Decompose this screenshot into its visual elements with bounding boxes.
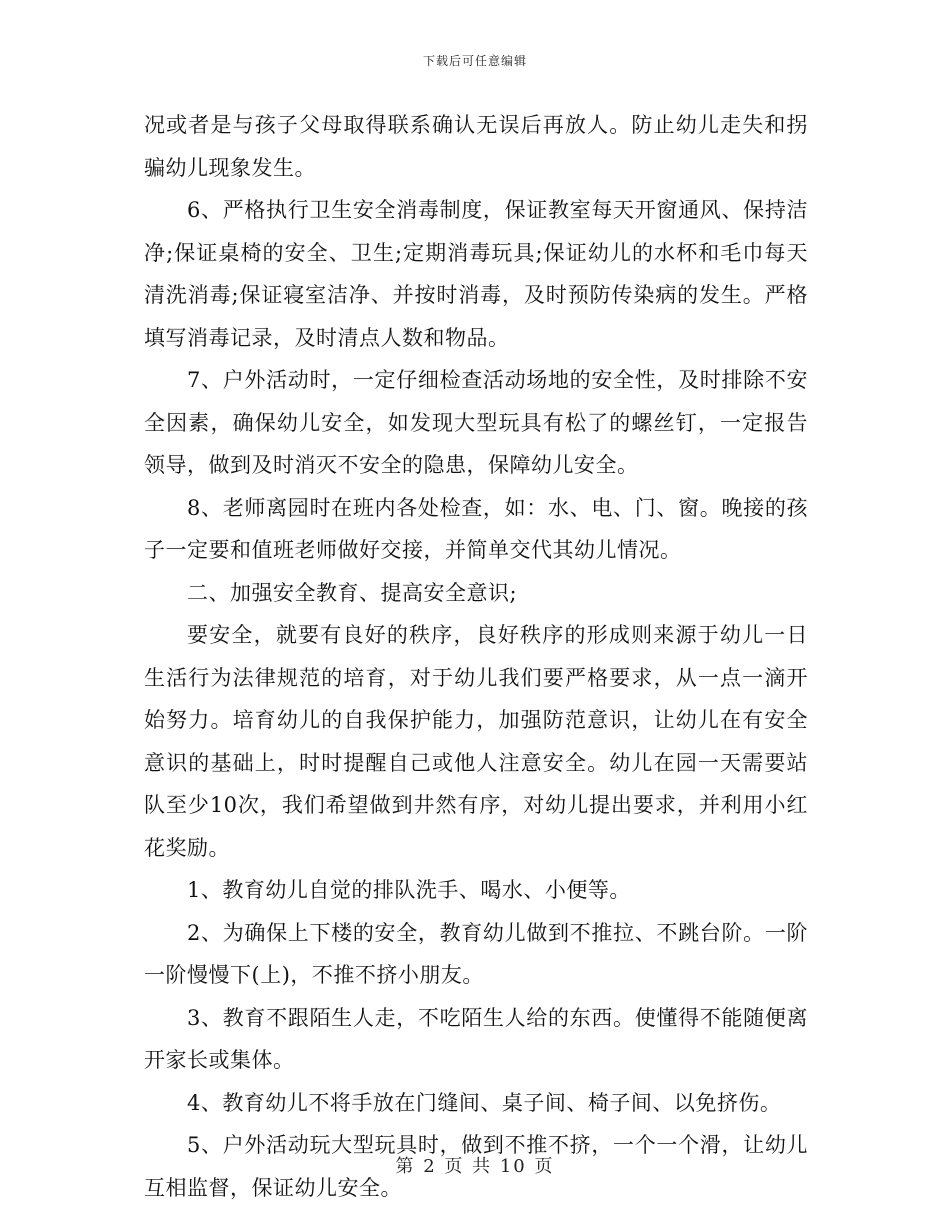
page-footer: 第 2 页 共 10 页 <box>395 1156 555 1177</box>
paragraph-item-6: 6、严格执行卫生安全消毒制度，保证教室每天开窗通风、保持洁净;保证桌椅的安全、卫生;定期消毒玩具;保证幼儿的水杯和毛巾每天清洗消毒;保证寝室洁净、并按时消毒，及时预防传染病的发生。严格填写消毒记录，及时清点人数和物品。 <box>144 198 808 350</box>
paragraph-intro: 要安全，就要有良好的秩序，良好秩序的形成则来源于幼儿一日生活行为法律规范的培育，对于幼儿我们要严格要求，从一点一滴开始努力。培育幼儿的自我保护能力，加强防范意识，让幼儿在有安全意识的基础上，时时提醒自己或他人注意安全。幼儿在园一天需要站队至少10次，我们希望做到井然有序，对幼儿提出要求，并利用小红花奖励。 <box>144 623 808 860</box>
list-item-3: 3、教育不跟陌生人走，不吃陌生人给的东西。使懂得不能随便离开家长或集体。 <box>144 1005 808 1072</box>
section-heading: 二、加强安全教育、提高安全意识; <box>187 580 518 605</box>
page-header: 下载后可任意编辑 <box>422 54 527 68</box>
list-item-5: 5、户外活动玩大型玩具时，做到不推不挤，一个一个滑，让幼儿互相监督，保证幼儿安全。 <box>144 1133 808 1200</box>
paragraph-item-7: 7、户外活动时，一定仔细检查活动场地的安全性，及时排除不安全因素，确保幼儿安全，如发现大型玩具有松了的螺丝钉，一定报告领导，做到及时消灭不安全的隐患，保障幼儿安全。 <box>144 368 808 477</box>
paragraph-continuation: 况或者是与孩子父母取得联系确认无误后再放人。防止幼儿走失和拐骗幼儿现象发生。 <box>144 113 808 180</box>
document-body <box>144 104 808 1209</box>
list-item-2: 2、为确保上下楼的安全，教育幼儿做到不推拉、不跳台阶。一阶一阶慢慢下(上)，不推不挤小朋友。 <box>144 920 808 987</box>
list-item-4: 4、教育幼儿不将手放在门缝间、桌子间、椅子间、以免挤伤。 <box>187 1090 782 1115</box>
paragraph-item-8: 8、老师离园时在班内各处检查，如：水、电、门、窗。晚接的孩子一定要和值班老师做好交接，并简单交代其幼儿情况。 <box>144 495 808 562</box>
list-item-1: 1、教育幼儿自觉的排队洗手、喝水、小便等。 <box>187 878 631 902</box>
